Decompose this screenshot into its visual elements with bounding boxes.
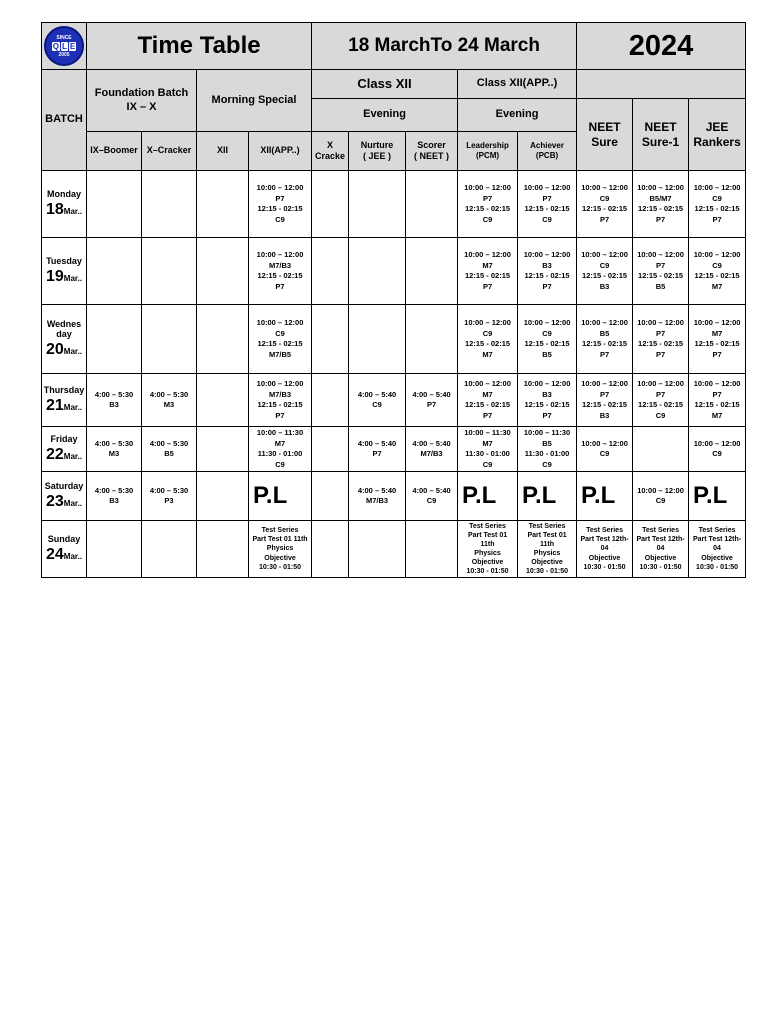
schedule-cell: 10:00 – 12:00 P7 12:15 - 02:15 B3 xyxy=(577,374,633,427)
year-label: 2024 xyxy=(577,23,746,70)
evening-header-app: Evening xyxy=(458,99,577,132)
empty-cell xyxy=(406,305,458,374)
empty-cell xyxy=(142,171,197,238)
schedule-cell: 10:00 – 12:00 C9 12:15 - 02:15 P7 xyxy=(577,171,633,238)
empty-cell xyxy=(406,171,458,238)
schedule-cell: 10:00 – 12:00 C9 12:15 - 02:15 P7 xyxy=(689,171,746,238)
blank-header xyxy=(577,70,746,99)
ix-boomer-header: IX–Boomer xyxy=(87,132,142,171)
empty-cell xyxy=(87,305,142,374)
schedule-cell: 10:00 – 12:00 C9 12:15 - 02:15 M7 xyxy=(458,305,518,374)
x-cracke-header: X Cracke xyxy=(312,132,349,171)
schedule-cell: 4:00 – 5:30 P3 xyxy=(142,472,197,521)
empty-cell xyxy=(142,521,197,578)
empty-cell xyxy=(197,472,249,521)
personal-leave-cell: P.L xyxy=(689,472,746,521)
timetable xyxy=(41,22,746,578)
schedule-cell: 10:00 – 12:00 M7/B3 12:15 - 02:15 P7 xyxy=(249,374,312,427)
personal-leave-cell: P.L xyxy=(249,472,312,521)
schedule-cell: 10:00 – 12:00 C9 12:15 - 02:15 B3 xyxy=(577,238,633,305)
schedule-cell: Test Series Part Test 12th- 04 Objective 10:30 - 01:50 xyxy=(577,521,633,578)
schedule-cell: 4:00 – 5:40 M7/B3 xyxy=(406,427,458,472)
day-row xyxy=(42,427,746,472)
scorer-header: Scorer ( NEET ) xyxy=(406,132,458,171)
empty-cell xyxy=(406,521,458,578)
day-label: Thursday 21Mar.. xyxy=(42,374,87,427)
foundation-header: Foundation Batch IX – X xyxy=(87,70,197,132)
schedule-cell: Test Series Part Test 01 11th Physics Objective 10:30 - 01:50 xyxy=(458,521,518,578)
day-row xyxy=(42,472,746,521)
empty-cell xyxy=(312,171,349,238)
x-cracker-header: X–Cracker xyxy=(142,132,197,171)
empty-cell xyxy=(312,238,349,305)
class-xii-app-header: Class XII(APP..) xyxy=(458,70,577,99)
schedule-cell: 10:00 – 12:00 P7 12:15 - 02:15 C9 xyxy=(249,171,312,238)
date-range: 18 MarchTo 24 March xyxy=(312,23,577,70)
schedule-cell: 10:00 – 12:00 C9 xyxy=(577,427,633,472)
schedule-cell: 10:00 – 12:00 P7 12:15 - 02:15 C9 xyxy=(518,171,577,238)
empty-cell xyxy=(197,427,249,472)
schedule-cell: 10:00 – 12:00 P7 12:15 - 02:15 C9 xyxy=(633,374,689,427)
evening-header-xii: Evening xyxy=(312,99,458,132)
empty-cell xyxy=(312,305,349,374)
schedule-cell: Test Series Part Test 12th- 04 Objective 10:30 - 01:50 xyxy=(633,521,689,578)
schedule-cell: 10:00 – 12:00 M7 12:15 - 02:15 P7 xyxy=(458,238,518,305)
day-label: Sunday 24Mar.. xyxy=(42,521,87,578)
empty-cell xyxy=(349,171,406,238)
schedule-cell: 4:00 – 5:40 P7 xyxy=(406,374,458,427)
personal-leave-cell: P.L xyxy=(518,472,577,521)
schedule-cell: Test Series Part Test 01 11th Physics Objective 10:30 - 01:50 xyxy=(518,521,577,578)
neet-sure-header: NEET Sure xyxy=(577,99,633,171)
leadership-header: Leadership (PCM) xyxy=(458,132,518,171)
schedule-cell: Test Series Part Test 12th- 04 Objective 10:30 - 01:50 xyxy=(689,521,746,578)
schedule-cell: 4:00 – 5:30 B3 xyxy=(87,374,142,427)
personal-leave-cell: P.L xyxy=(577,472,633,521)
empty-cell xyxy=(87,521,142,578)
schedule-cell: 10:00 – 12:00 M7 12:15 - 02:15 P7 xyxy=(458,374,518,427)
empty-cell xyxy=(349,238,406,305)
schedule-cell: 4:00 – 5:40 C9 xyxy=(349,374,406,427)
schedule-cell: 10:00 – 12:00 C9 xyxy=(633,472,689,521)
schedule-cell: 10:00 – 12:00 C9 12:15 - 02:15 M7 xyxy=(689,238,746,305)
schedule-cell: 4:00 – 5:40 C9 xyxy=(406,472,458,521)
schedule-cell: 10:00 – 12:00 M7 12:15 - 02:15 P7 xyxy=(689,305,746,374)
day-row xyxy=(42,374,746,427)
schedule-cell: 10:00 – 12:00 B5 12:15 - 02:15 P7 xyxy=(577,305,633,374)
schedule-cell: 10:00 – 11:30 M7 11:30 - 01:00 C9 xyxy=(249,427,312,472)
schedule-cell: 10:00 – 12:00 P7 12:15 - 02:15 M7 xyxy=(689,374,746,427)
empty-cell xyxy=(312,472,349,521)
empty-cell xyxy=(197,171,249,238)
schedule-cell: 10:00 – 12:00 P7 12:15 - 02:15 P7 xyxy=(633,305,689,374)
empty-cell xyxy=(312,374,349,427)
empty-cell xyxy=(142,305,197,374)
class-xii-header: Class XII xyxy=(312,70,458,99)
schedule-cell: 10:00 – 12:00 C9 12:15 - 02:15 M7/B5 xyxy=(249,305,312,374)
schedule-cell: 10:00 – 12:00 M7/B3 12:15 - 02:15 P7 xyxy=(249,238,312,305)
schedule-cell: 4:00 – 5:30 M3 xyxy=(87,427,142,472)
schedule-cell: 4:00 – 5:30 M3 xyxy=(142,374,197,427)
day-label: Monday 18Mar.. xyxy=(42,171,87,238)
empty-cell xyxy=(197,374,249,427)
schedule-cell: 4:00 – 5:40 P7 xyxy=(349,427,406,472)
schedule-cell: 10:00 – 11:30 M7 11:30 - 01:00 C9 xyxy=(458,427,518,472)
schedule-cell: 10:00 – 12:00 C9 12:15 - 02:15 B5 xyxy=(518,305,577,374)
day-label: Saturday 23Mar.. xyxy=(42,472,87,521)
empty-cell xyxy=(349,521,406,578)
schedule-cell: Test Series Part Test 01 11th Physics Objective 10:30 - 01:50 xyxy=(249,521,312,578)
day-row xyxy=(42,238,746,305)
xii-app-header: XII(APP..) xyxy=(249,132,312,171)
day-label: Wednes day 20Mar.. xyxy=(42,305,87,374)
logo-cell xyxy=(42,23,87,70)
day-row xyxy=(42,305,746,374)
schedule-cell: 10:00 – 12:00 B3 12:15 - 02:15 P7 xyxy=(518,374,577,427)
empty-cell xyxy=(349,305,406,374)
empty-cell xyxy=(197,305,249,374)
empty-cell xyxy=(87,171,142,238)
jee-rankers-header: JEE Rankers xyxy=(689,99,746,171)
empty-cell xyxy=(312,521,349,578)
batch-header: BATCH xyxy=(42,70,87,171)
schedule-cell: 4:00 – 5:30 B3 xyxy=(87,472,142,521)
empty-cell xyxy=(312,427,349,472)
schedule-cell: 10:00 – 12:00 B3 12:15 - 02:15 P7 xyxy=(518,238,577,305)
empty-cell xyxy=(406,238,458,305)
empty-cell xyxy=(197,521,249,578)
morning-special-header: Morning Special xyxy=(197,70,312,132)
neet-sure1-header: NEET Sure-1 xyxy=(633,99,689,171)
empty-cell xyxy=(87,238,142,305)
schedule-cell: 10:00 – 12:00 P7 12:15 - 02:15 B5 xyxy=(633,238,689,305)
schedule-cell: 10:00 – 12:00 P7 12:15 - 02:15 C9 xyxy=(458,171,518,238)
day-row xyxy=(42,521,746,578)
achiever-header: Achiever (PCB) xyxy=(518,132,577,171)
nurture-header: Nurture ( JEE ) xyxy=(349,132,406,171)
schedule-cell: 4:00 – 5:30 B5 xyxy=(142,427,197,472)
empty-cell xyxy=(633,427,689,472)
schedule-cell: 10:00 – 12:00 C9 xyxy=(689,427,746,472)
schedule-cell: 10:00 – 12:00 B5/M7 12:15 - 02:15 P7 xyxy=(633,171,689,238)
empty-cell xyxy=(142,238,197,305)
personal-leave-cell: P.L xyxy=(458,472,518,521)
xii-header: XII xyxy=(197,132,249,171)
empty-cell xyxy=(197,238,249,305)
day-label: Friday 22Mar.. xyxy=(42,427,87,472)
schedule-cell: 10:00 – 11:30 B5 11:30 - 01:00 C9 xyxy=(518,427,577,472)
page-title: Time Table xyxy=(87,23,312,70)
schedule-cell: 4:00 – 5:40 M7/B3 xyxy=(349,472,406,521)
day-label: Tuesday 19Mar.. xyxy=(42,238,87,305)
day-row xyxy=(42,171,746,238)
qle-logo: SINCE Q L E 2005 xyxy=(44,26,84,66)
